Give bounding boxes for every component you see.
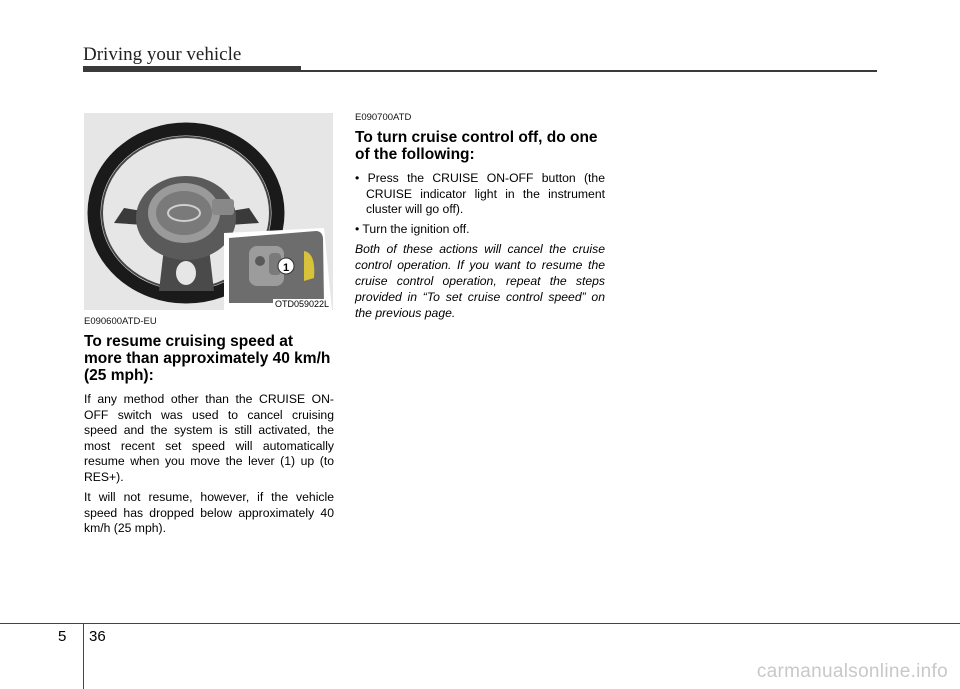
paragraph: If any method other than the CRUISE ON-OFF switch was used to cancel cruising speed and the system is still activated, the most recent set speed will automatically resume when you move the lever (1) up (to RES+). [84,392,334,484]
section-code: E090700ATD [355,112,412,123]
header-rule-thin [301,70,877,72]
right-column [355,112,605,321]
section-code: E090600ATD-EU [84,316,157,327]
italic-note: Both of these actions will cancel the cruise control operation. If you want to resume the cruise control operation, repeat the steps provided in “To set cruise control speed” on the previous page. [355,242,605,320]
steering-wheel-figure [84,113,333,310]
figure-code: OTD059022L [274,299,329,309]
steering-wheel-illustration [84,113,333,310]
bullet-item: • Press the CRUISE ON-OFF button (the CRUISE indicator light in the instrument cluster will go off). [355,171,605,216]
paragraph: It will not resume, however, if the vehicle speed has dropped below approximately 40 km/h (25 mph). [84,490,334,535]
chapter-number: 5 [58,628,67,645]
watermark: carmanualsonline.info [756,661,948,682]
callout-number: 1 [283,262,290,274]
footer-rule [0,623,960,624]
section-heading: To turn cruise control off, do one of the following: [355,129,598,163]
page-header-title: Driving your vehicle [83,44,242,65]
left-column [84,316,334,542]
section-heading: To resume cruising speed at more than approximately 40 km/h (25 mph): [84,333,331,384]
bullet-item: • Turn the ignition off. [355,221,470,236]
header-rule-thick [83,66,301,72]
footer-divider [83,623,84,689]
page-number: 36 [89,628,106,645]
